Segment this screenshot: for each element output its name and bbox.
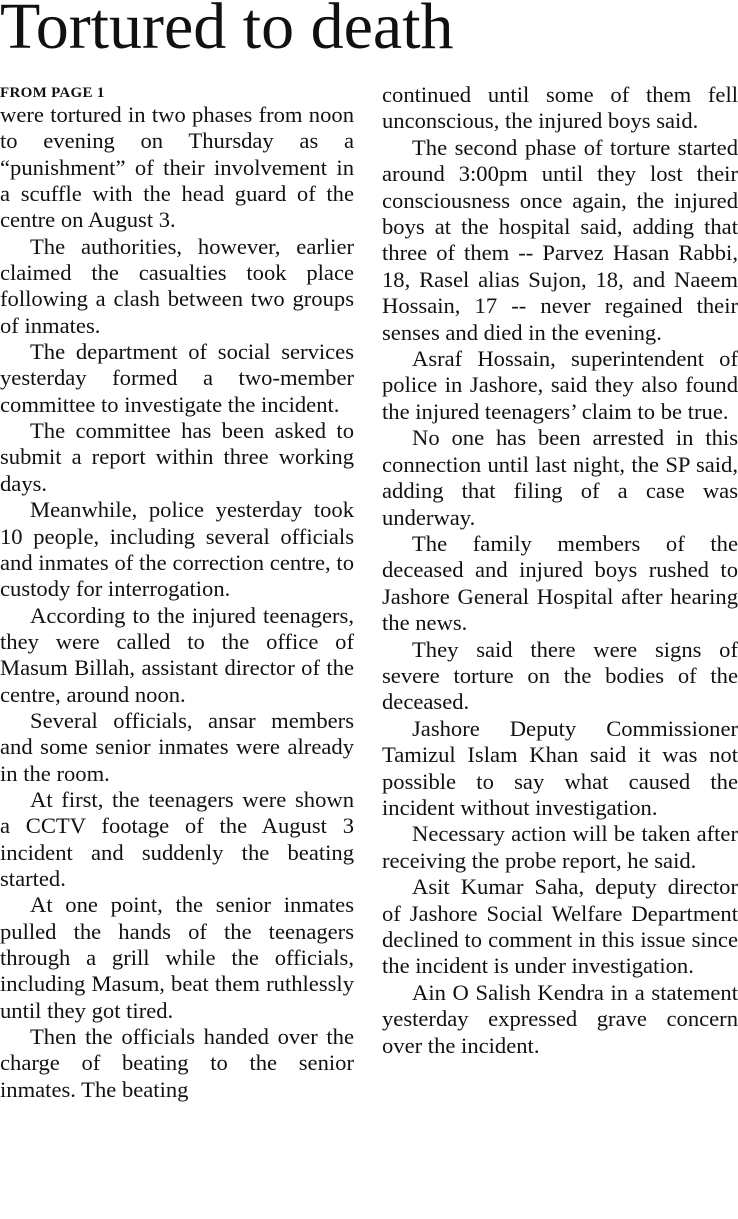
paragraph: At first, the teenagers were shown a CCTV footage of the August 3 incident and suddenly the beating started. bbox=[0, 786, 354, 891]
paragraph: continued until some of them fell unconscious, the injured boys said. bbox=[382, 82, 738, 134]
paragraph: Jashore Deputy Commissioner Tamizul Islam Khan said it was not possible to say what caused the incident without investigation. bbox=[382, 715, 738, 820]
continued-from-label: FROM PAGE 1 bbox=[0, 85, 105, 101]
headline: Tortured to death bbox=[0, 0, 454, 63]
paragraph: were tortured in two phases from noon to evening on Thursday as a “punishment” of their involvement in a scuffle with the head guard of the centre on August 3. bbox=[0, 102, 354, 233]
paragraph: No one has been arrested in this connection until last night, the SP said, adding that filing of a case was underway. bbox=[382, 425, 738, 530]
paragraph: The authorities, however, earlier claimed the casualties took place following a clash between two groups of inmates. bbox=[0, 233, 354, 338]
paragraph: At one point, the senior inmates pulled the hands of the teenagers through a grill while the officials, including Masum, beat them ruthlessly until they got tired. bbox=[0, 892, 354, 1023]
paragraph: Necessary action will be taken after receiving the probe report, he said. bbox=[382, 821, 738, 873]
paragraph: Several officials, ansar members and some senior inmates were already in the room. bbox=[0, 707, 354, 786]
article-column-right bbox=[382, 82, 738, 1059]
paragraph: The committee has been asked to submit a report within three working days. bbox=[0, 418, 354, 496]
paragraph: Ain O Salish Kendra in a statement yesterday expressed grave concern over the incident. bbox=[382, 979, 738, 1058]
paragraph: The second phase of torture started around 3:00pm until they lost their consciousness once again, the injured boys at the hospital said, adding that three of them -- Parvez Hasan Rabbi, 18, Rasel alias Sujon, 18, and Naeem Hossain, 17 -- never regained their senses and died in the evening. bbox=[382, 134, 738, 345]
paragraph: According to the injured teenagers, they were called to the office of Masum Billah, assistant director of the centre, around noon. bbox=[0, 602, 354, 707]
paragraph: Meanwhile, police yesterday took 10 people, including several officials and inmates of the correction centre, to custody for interrogation. bbox=[0, 497, 354, 602]
paragraph: They said there were signs of severe torture on the bodies of the deceased. bbox=[382, 636, 738, 715]
paragraph: Asit Kumar Saha, deputy director of Jashore Social Welfare Department declined to comment in this issue since the incident is under investigation. bbox=[382, 874, 738, 979]
paragraph: Then the officials handed over the charge of beating to the senior inmates. The beating bbox=[0, 1024, 354, 1102]
paragraph: Asraf Hossain, superintendent of police in Jashore, said they also found the injured teenagers’ claim to be true. bbox=[382, 346, 738, 424]
article-column-left bbox=[0, 84, 354, 1103]
paragraph: The family members of the deceased and injured boys rushed to Jashore General Hospital after hearing the news. bbox=[382, 530, 738, 636]
paragraph: The department of social services yesterday formed a two-member committee to investigate the incident. bbox=[0, 339, 354, 417]
